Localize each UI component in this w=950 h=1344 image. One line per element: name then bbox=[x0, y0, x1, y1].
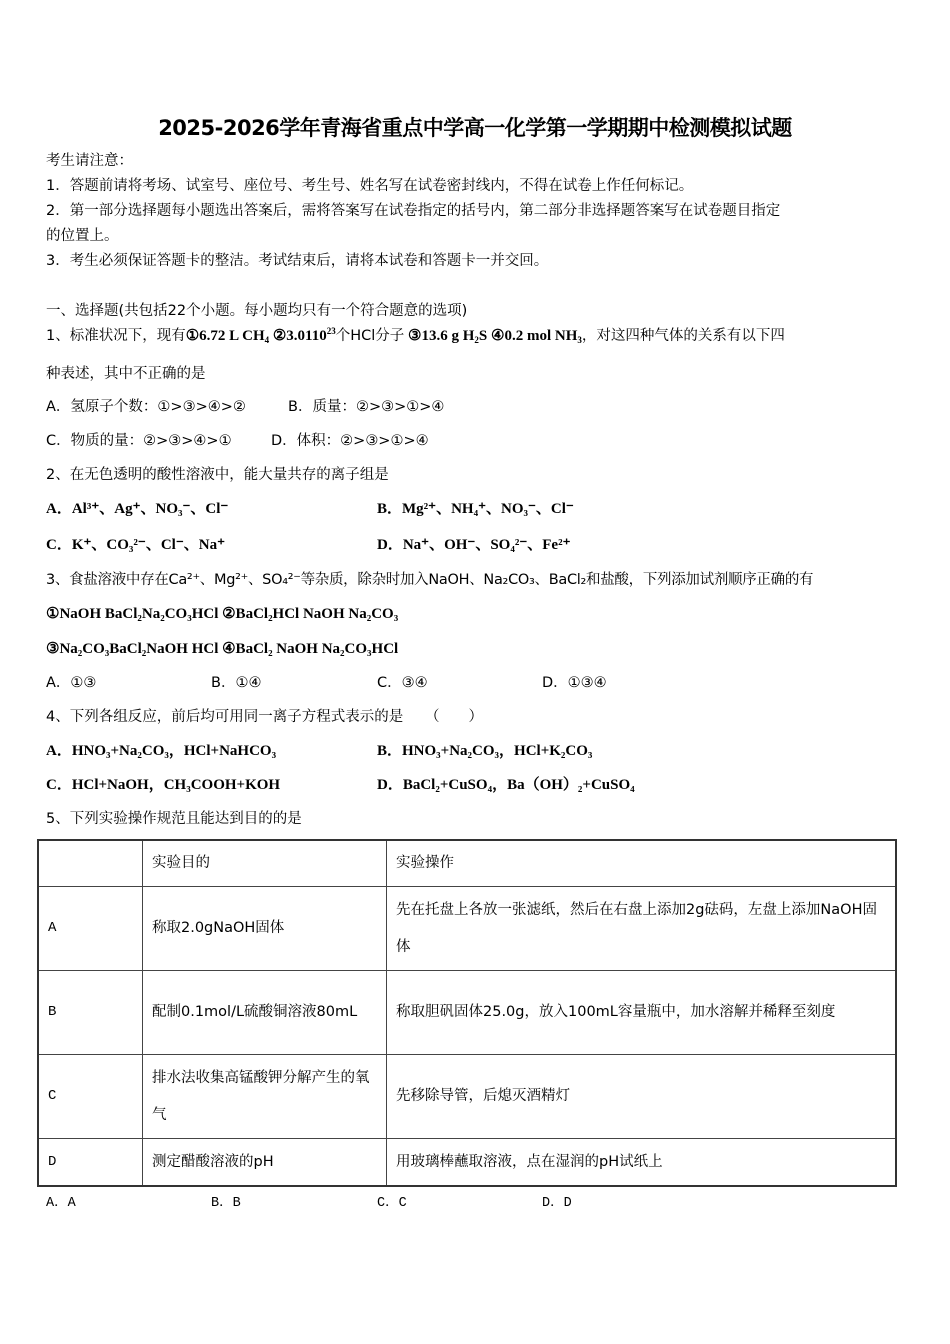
row-operation: 称取胆矾固体25.0g，放入100mL容量瓶中，加水溶解并稀释至刻度 bbox=[387, 971, 897, 1055]
question-4-stem: 4、下列各组反应，前后均可用同一离子方程式表示的是 （ ） bbox=[46, 709, 483, 725]
notice-item: 1．答题前请将考场、试室号、座位号、考生号、姓名写在试卷密封线内，不得在试卷上作任何标记。 bbox=[46, 178, 694, 194]
q1-option-d[interactable]: D．体积：②>③>①>④ bbox=[271, 433, 429, 449]
q3-option-b[interactable]: B．①④ bbox=[211, 675, 262, 691]
table-header-cell: 实验操作 bbox=[387, 840, 897, 887]
table-row bbox=[38, 887, 896, 971]
notice-item: 2．第一部分选择题每小题选出答案后，需将答案写在试卷指定的括号内，第二部分非选择题答案写在试卷题目指定 bbox=[46, 203, 781, 219]
question-5-stem: 5、下列实验操作规范且能达到目的的是 bbox=[46, 811, 302, 827]
q3-option-d[interactable]: D．①③④ bbox=[542, 675, 607, 691]
table-row bbox=[38, 1139, 896, 1187]
table-header-cell bbox=[38, 840, 143, 887]
experiment-table bbox=[37, 839, 897, 1187]
q2-option-c[interactable]: C．K⁺、CO₃²⁻、Cl⁻、Na⁺ bbox=[46, 537, 225, 553]
q4-option-a[interactable]: A．HNO₃+Na₂CO₃，HCl+NaHCO₃ bbox=[46, 743, 277, 759]
notice-item: 的位置上。 bbox=[46, 228, 119, 244]
question-1-stem: 1、标准状况下，现有①6.72 L $CH_4$ ②3.0110$^{23}$个HCl分子 ③13.6 g $H_2S$ ④0.2 mol $NH_3$，对这四种气体的关系有以下四 bbox=[46, 326, 785, 345]
table-header-cell: 实验目的 bbox=[143, 840, 387, 887]
table-header-row bbox=[38, 840, 896, 887]
row-operation: 先在托盘上各放一张滤纸，然后在右盘上添加2g砝码，左盘上添加NaOH固体 bbox=[387, 887, 897, 971]
question-3-stem: 3、食盐溶液中存在Ca²⁺、Mg²⁺、SO₄²⁻等杂质，除杂时加入NaOH、Na₂CO₃、BaCl₂和盐酸，下列添加试剂顺序正确的有 bbox=[46, 572, 814, 588]
table-row bbox=[38, 1055, 896, 1139]
q2-option-b[interactable]: B．Mg²⁺、NH₄⁺、NO₃⁻、Cl⁻ bbox=[377, 501, 574, 517]
row-purpose: 测定醋酸溶液的pH bbox=[143, 1139, 387, 1187]
q4-option-d[interactable]: D．BaCl₂+CuSO₄，Ba（OH）₂+CuSO₄ bbox=[377, 777, 635, 793]
page-title: 2025-2026学年青海省重点中学高一化学第一学期期中检测模拟试题 bbox=[158, 116, 792, 140]
q5-option-d[interactable]: D．D bbox=[542, 1196, 572, 1211]
q3-sequence-3-4: ③Na₂CO₃BaCl₂NaOH HCl ④BaCl₂ NaOH Na₂CO₃HCl bbox=[46, 641, 399, 657]
q4-option-c[interactable]: C．HCl+NaOH，CH₃COOH+KOH bbox=[46, 777, 281, 793]
row-label: A bbox=[38, 887, 143, 971]
row-label: D bbox=[38, 1139, 143, 1187]
section-heading: 一、选择题(共包括22个小题。每小题均只有一个符合题意的选项) bbox=[46, 303, 468, 319]
question-2-stem: 2、在无色透明的酸性溶液中，能大量共存的离子组是 bbox=[46, 467, 389, 483]
q2-option-d[interactable]: D．Na⁺、OH⁻、SO₄²⁻、Fe²⁺ bbox=[377, 537, 571, 553]
q3-option-a[interactable]: A．①③ bbox=[46, 675, 97, 691]
q1-item1: ①6.72 L $CH_4$ ②3.0110$^{23}$ bbox=[185, 326, 336, 345]
q4-option-b[interactable]: B．HNO₃+Na₂CO₃，HCl+K₂CO₃ bbox=[377, 743, 593, 759]
q5-option-a[interactable]: A．A bbox=[46, 1196, 76, 1211]
row-purpose: 配制0.1mol/L硫酸铜溶液80mL bbox=[143, 971, 387, 1055]
row-purpose: 排水法收集高锰酸钾分解产生的氧气 bbox=[143, 1055, 387, 1139]
question-1-stem-cont: 种表述，其中不正确的是 bbox=[46, 366, 206, 382]
table-row bbox=[38, 971, 896, 1055]
row-label: B bbox=[38, 971, 143, 1055]
q3-option-c[interactable]: C．③④ bbox=[377, 675, 428, 691]
q1-option-a[interactable]: A．氢原子个数：①>③>④>② bbox=[46, 399, 246, 415]
q1-option-b[interactable]: B．质量：②>③>①>④ bbox=[288, 399, 445, 415]
notice-heading: 考生请注意： bbox=[46, 153, 133, 169]
row-label: C bbox=[38, 1055, 143, 1139]
q5-option-b[interactable]: B．B bbox=[211, 1196, 241, 1211]
q5-option-c[interactable]: C．C bbox=[377, 1196, 407, 1211]
q3-sequence-1-2: ①NaOH BaCl₂Na₂CO₃HCl ②BaCl₂HCl NaOH Na₂CO₃ bbox=[46, 606, 399, 622]
q1-option-c[interactable]: C．物质的量：②>③>④>① bbox=[46, 433, 232, 449]
row-operation: 先移除导管，后熄灭酒精灯 bbox=[387, 1055, 897, 1139]
row-operation: 用玻璃棒蘸取溶液，点在湿润的pH试纸上 bbox=[387, 1139, 897, 1187]
row-purpose: 称取2.0gNaOH固体 bbox=[143, 887, 387, 971]
notice-item: 3．考生必须保证答题卡的整洁。考试结束后，请将本试卷和答题卡一并交回。 bbox=[46, 253, 549, 269]
q2-option-a[interactable]: A．Al³⁺、Ag⁺、NO₃⁻、Cl⁻ bbox=[46, 501, 229, 517]
